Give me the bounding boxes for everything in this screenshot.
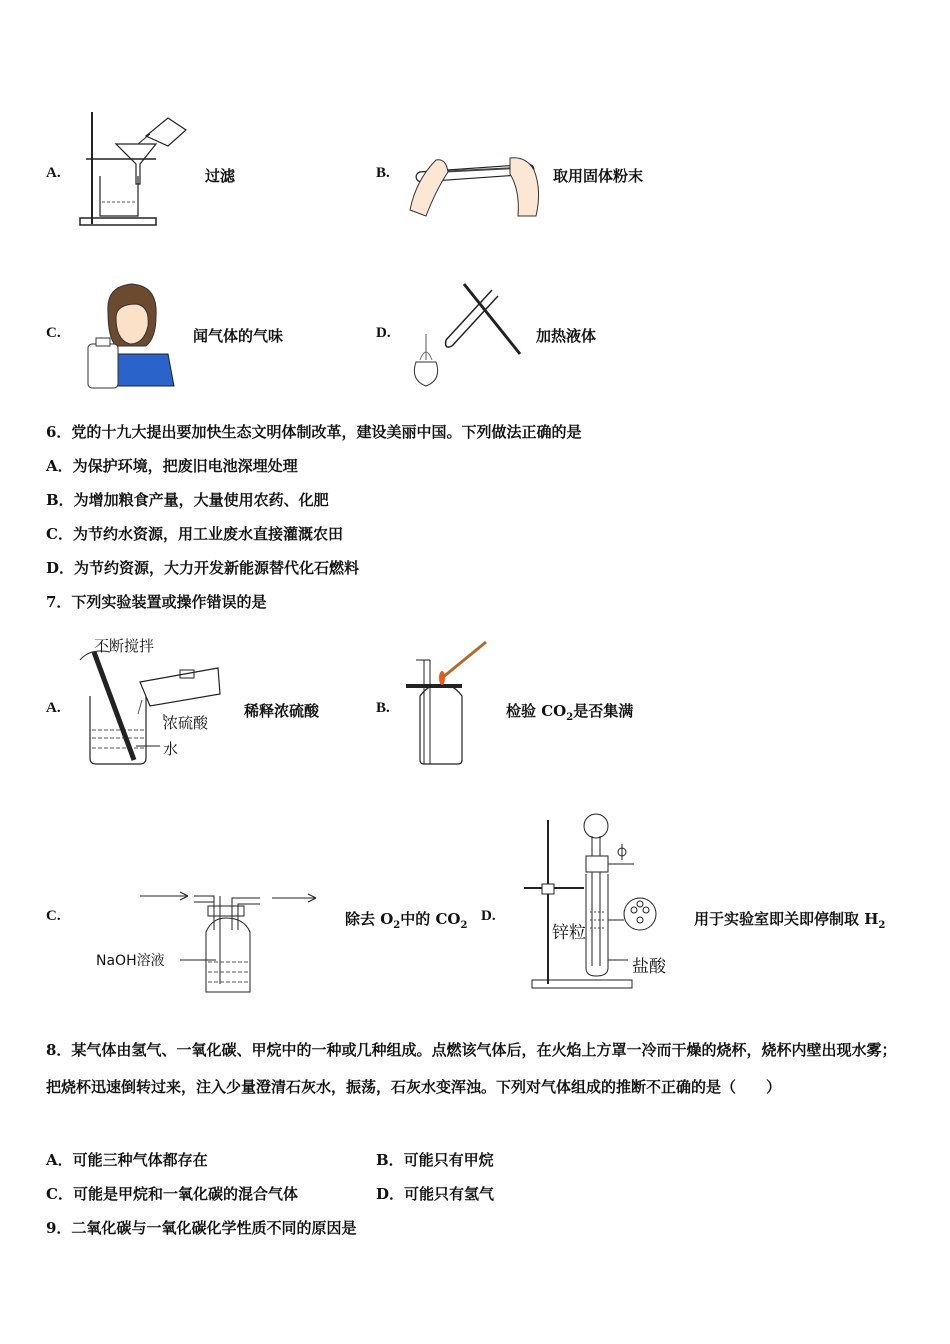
q6-option-d: D．为节约资源，大力开发新能源替代化石燃料 <box>46 559 360 577</box>
stir-label: 不断搅拌 <box>94 637 155 655</box>
q7-option-b-caption: 检验 $CO_2$是否集满 <box>506 702 634 723</box>
q6-option-b: B．为增加粮食产量，大量使用农药、化肥 <box>46 491 329 509</box>
q7-option-c-caption: 除去 $O_2$中的 $CO_2$ <box>345 910 468 931</box>
zinc-label: 锌粒 <box>552 923 586 943</box>
q8-option-c: C．可能是甲烷和一氧化碳的混合气体 <box>46 1185 298 1203</box>
co2-test-figure <box>406 640 496 768</box>
q7-option-c-letter: C. <box>46 908 61 924</box>
q7-option-a-letter: A. <box>46 700 61 716</box>
heat-liquid-figure <box>406 280 526 392</box>
gas-wash-bottle-figure <box>136 888 326 998</box>
option-b-caption: 取用固体粉末 <box>553 167 644 185</box>
option-b-letter: B. <box>376 165 390 181</box>
option-a-letter: A. <box>46 165 61 181</box>
powder-sampling-figure <box>406 150 546 222</box>
q6-option-c: C．为节约水资源，用工业废水直接灌溉农田 <box>46 525 343 543</box>
q6-stem: 6．党的十九大提出要加快生态文明体制改革，建设美丽中国。下列做法正确的是 <box>46 423 582 441</box>
q7-option-d-caption: 用于实验室即关即停制取 $H_2$ <box>694 910 886 931</box>
option-c-caption: 闻气体的气味 <box>193 327 284 345</box>
naoh-label: NaOH溶液 <box>96 953 165 969</box>
q8-option-a: A．可能三种气体都存在 <box>46 1151 208 1169</box>
acid-label: 浓硫酸 <box>163 714 209 732</box>
option-c-letter: C. <box>46 325 61 341</box>
q7-option-b-letter: B. <box>376 700 390 716</box>
smell-gas-figure <box>86 282 178 392</box>
option-d-caption: 加热液体 <box>536 327 597 345</box>
q8-option-b: B．可能只有甲烷 <box>376 1151 494 1169</box>
q8-stem: 8．某气体由氢气、一氧化碳、甲烷中的一种或几种组成。点燃该气体后，在火焰上方罩一冷而干燥的烧杯，烧杯内壁出现水雾；把烧杯迅速倒转过来，注入少量澄清石灰水，振荡，石灰水变浑浊。下列对气体组成的推断不正确的是（ ） <box>46 1041 897 1096</box>
option-a-caption: 过滤 <box>205 167 236 185</box>
q7-option-a-caption: 稀释浓硫酸 <box>244 702 320 720</box>
q7-option-d-letter: D. <box>481 908 496 924</box>
q9-stem: 9．二氧化碳与一氧化碳化学性质不同的原因是 <box>46 1219 357 1237</box>
option-d-letter: D. <box>376 325 391 341</box>
hcl-label: 盐酸 <box>632 957 666 977</box>
q8-option-d: D．可能只有氢气 <box>376 1185 495 1203</box>
filtration-figure <box>76 104 196 228</box>
water-label: 水 <box>163 740 179 758</box>
q6-option-a: A．为保护环境，把废旧电池深埋处理 <box>46 457 298 475</box>
q7-stem: 7．下列实验装置或操作错误的是 <box>46 593 267 611</box>
